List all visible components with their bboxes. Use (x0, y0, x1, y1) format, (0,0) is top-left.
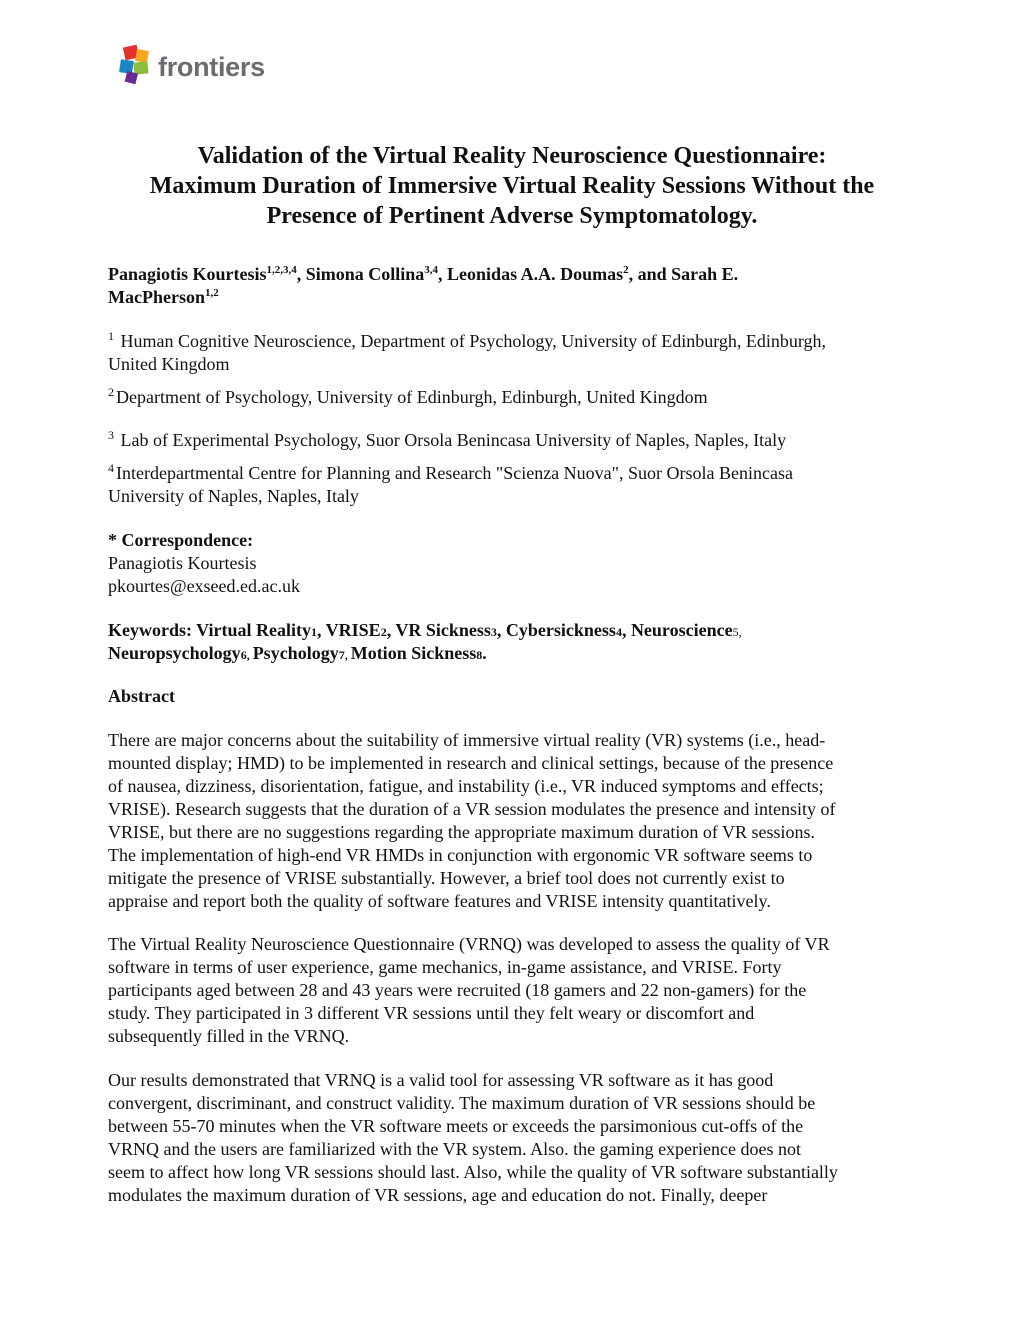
author-name: MacPherson (108, 287, 205, 307)
abstract-line: participants aged between 28 and 43 years were recruited (18 gamers and 22 non-gamers) for the (108, 980, 807, 1000)
keyword: Virtual Reality (196, 620, 311, 640)
affiliation-number: 2 (108, 385, 114, 399)
author-affiliation-marker: 2 (623, 264, 629, 276)
abstract-line: VRISE, but there are no suggestions regarding the appropriate maximum duration of VR sessions. (108, 822, 816, 842)
frontiers-logo-icon (118, 44, 154, 86)
affiliation-text: Lab of Experimental Psychology, Suor Orsola Benincasa University of Naples, Naples, Italy (120, 430, 787, 450)
abstract-line: mitigate the presence of VRISE substantially. However, a brief tool does not currently exist to (108, 868, 785, 888)
keyword: Psychology (252, 643, 339, 663)
title-line: Maximum Duration of Immersive Virtual Reality Sessions Without the (149, 173, 875, 199)
abstract-line: Our results demonstrated that VRNQ is a valid tool for assessing VR software as it has good (108, 1070, 774, 1090)
author-separator: , (296, 264, 306, 284)
affiliation-2 (108, 386, 708, 408)
author-list-continued (108, 286, 219, 308)
keywords-line (108, 619, 742, 643)
abstract-line: modulates the maximum duration of VR sessions, age and education do not. Finally, deeper (108, 1185, 768, 1205)
keyword: Cybersickness (505, 620, 616, 640)
keyword-index: 3 (490, 625, 497, 639)
author-separator: , and (628, 264, 672, 284)
affiliation-text: Interdepartmental Centre for Planning and Research "Scienza Nuova", Suor Orsola Benincasa (116, 463, 793, 483)
keyword-separator: , (621, 620, 631, 640)
keyword-index: 1 (310, 625, 317, 639)
keyword-index: 6 (240, 648, 247, 662)
keyword-index: 4 (615, 625, 622, 639)
abstract-line: appraise and report both the quality of software features and VRISE intensity quantitatively. (108, 891, 771, 911)
affiliation-number: 3 (108, 428, 114, 442)
affiliation-1 (108, 330, 826, 352)
abstract-line: There are major concerns about the suitability of immersive virtual reality (VR) systems (i.e., head- (108, 730, 826, 750)
keyword-separator: , (316, 620, 326, 640)
abstract-line: of nausea, dizziness, disorientation, fatigue, and instability (i.e., VR induced symptoms and effects; (108, 776, 824, 796)
abstract-line: convergent, discriminant, and construct validity. The maximum duration of VR sessions should be (108, 1093, 816, 1113)
author-affiliation-marker: 3,4 (424, 264, 439, 276)
author-affiliation-marker: 1,2 (204, 287, 219, 299)
author-list (108, 263, 738, 285)
author-name: Leonidas A.A. Doumas (447, 264, 624, 284)
keyword-index: 2 (380, 625, 387, 639)
author-name: Sarah E. (671, 264, 739, 284)
affiliation-4 (108, 462, 793, 484)
keyword: Neuropsychology (108, 643, 241, 663)
keyword: VRISE (325, 620, 381, 640)
title-line: Presence of Pertinent Adverse Symptomatology. (266, 203, 758, 229)
logo-wordmark: frontiers (158, 51, 265, 82)
affiliation-text: Human Cognitive Neuroscience, Department of Psychology, University of Edinburgh, Edinburgh, (120, 331, 827, 351)
keyword: Neuroscience (630, 620, 733, 640)
correspondence-name: Panagiotis Kourtesis (108, 553, 257, 573)
keyword-separator: , (344, 648, 351, 662)
abstract-line: The implementation of high-end VR HMDs in conjunction with ergonomic VR software seems to (108, 845, 813, 865)
keyword-separator: , (246, 648, 253, 662)
author-name: Panagiotis Kourtesis (108, 264, 267, 284)
abstract-line: mounted display; HMD) to be implemented in research and clinical settings, because of the presence (108, 753, 834, 773)
keyword-index: 7 (338, 648, 345, 662)
abstract-line: between 55-70 minutes when the VR software meets or exceeds the parsimonious cut-offs of the (108, 1116, 804, 1136)
abstract-line: seem to affect how long VR sessions should last. Also, while the quality of VR software substantially (108, 1162, 838, 1182)
abstract-line: subsequently filled in the VRNQ. (108, 1026, 350, 1046)
keyword-separator: . (482, 643, 487, 663)
author-separator: , (438, 264, 448, 284)
affiliation-4-continued (108, 485, 359, 507)
author-affiliation-marker: 1,2,3,4 (266, 264, 297, 276)
keyword: Motion Sickness (350, 643, 477, 663)
correspondence-label: * Correspondence: (108, 530, 254, 550)
keyword-separator: , (496, 620, 506, 640)
keyword: VR Sickness (395, 620, 491, 640)
keyword-index: 5 (732, 625, 739, 639)
author-name: Simona Collina (305, 264, 425, 284)
abstract-line: VRISE). Research suggests that the duration of a VR session modulates the presence and intensity of (108, 799, 836, 819)
keywords-line-continued (108, 642, 487, 666)
abstract-line: VRNQ and the users are familiarized with the VR system. Also. the gaming experience does not (108, 1139, 801, 1159)
abstract-line: study. They participated in 3 different VR sessions until they felt weary or discomfort and (108, 1003, 755, 1023)
frontiers-logo (118, 42, 265, 88)
paper-title (60, 141, 964, 231)
keyword-separator: , (738, 625, 742, 639)
keyword-separator: , (386, 620, 396, 640)
keyword-index: 8 (476, 648, 483, 662)
affiliation-number: 4 (108, 461, 114, 475)
abstract-heading: Abstract (108, 686, 175, 706)
affiliation-1-continued (108, 353, 230, 375)
keywords-label: Keywords: (108, 620, 197, 640)
affiliation-text: University of Naples, Naples, Italy (108, 486, 359, 506)
abstract-line: software in terms of user experience, game mechanics, in-game assistance, and VRISE. Forty (108, 957, 782, 977)
affiliation-3 (108, 429, 786, 451)
affiliation-text: Department of Psychology, University of Edinburgh, Edinburgh, United Kingdom (116, 387, 708, 407)
affiliation-text: United Kingdom (108, 354, 230, 374)
correspondence-email[interactable]: pkourtes@exseed.ed.ac.uk (108, 576, 301, 596)
affiliation-number: 1 (108, 329, 114, 343)
title-line: Validation of the Virtual Reality Neuroscience Questionnaire: (197, 143, 827, 169)
abstract-line: The Virtual Reality Neuroscience Questionnaire (VRNQ) was developed to assess the quality of VR (108, 934, 830, 954)
